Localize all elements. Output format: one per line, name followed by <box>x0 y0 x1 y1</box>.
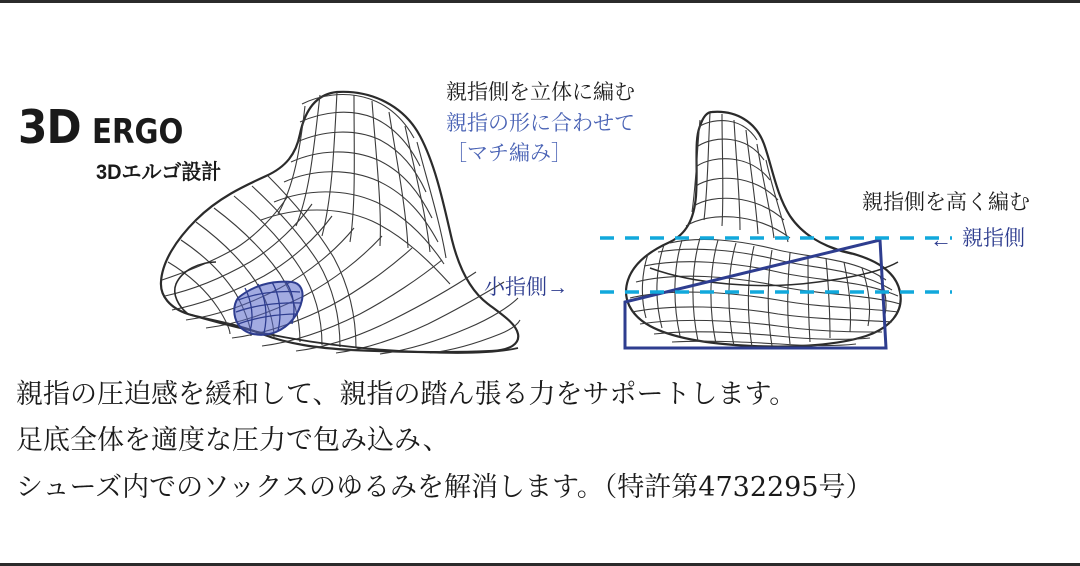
description-line-1: 親指の圧迫感を緩和して、親指の踏ん張る力をサポートします。 <box>16 379 797 410</box>
logo-block <box>18 100 288 186</box>
description-block <box>16 376 1066 515</box>
annotation-thumb-3d-knit: 親指側を立体に編む <box>446 81 635 104</box>
description-line-3: シューズ内でのソックスのゆるみを解消します。（特許第4732295号） <box>16 471 873 503</box>
annotation-knit-thumb-higher: 親指側を高く編む <box>862 191 1030 214</box>
annotation-machi-ami: ［マチ編み］ <box>446 142 572 165</box>
annotation-thumb-shape-fit: 親指の形に合わせて <box>446 112 635 135</box>
annotation-little-toe-side: 小指側→ <box>484 276 568 299</box>
logo-subtitle: 3Dエルゴ設計 <box>96 161 222 184</box>
logo-3d-text: 3D <box>18 100 81 154</box>
annotation-thumb-side: 親指側 <box>962 227 1025 250</box>
description-line-2: 足底全体を適度な圧力で包み込み、 <box>16 425 450 457</box>
logo-wordmark <box>18 100 288 154</box>
annotation-thumb-side-arrow: ← <box>930 227 952 252</box>
logo-ergo-text: ERGO <box>92 112 184 152</box>
foot-sock-front-view <box>626 112 901 347</box>
